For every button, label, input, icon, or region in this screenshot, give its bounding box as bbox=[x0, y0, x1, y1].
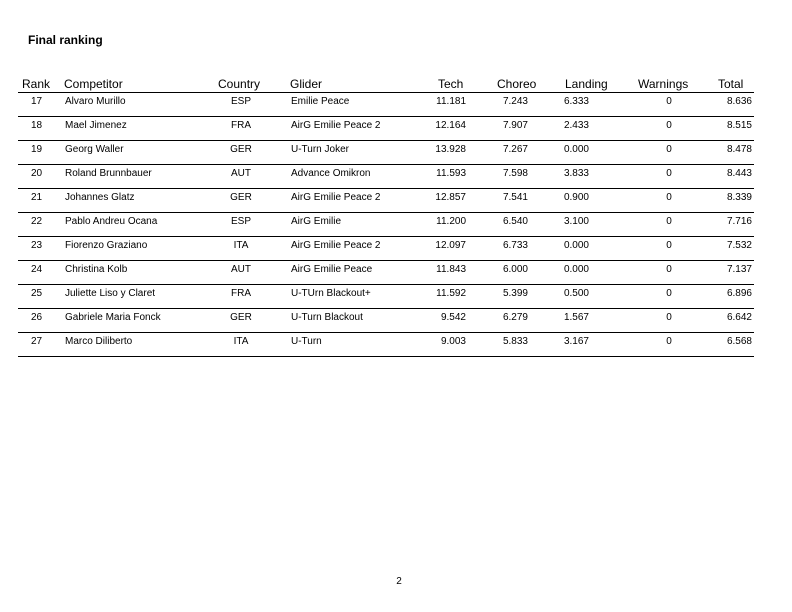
cell-warnings: 0 bbox=[666, 288, 672, 299]
column-header-total: Total bbox=[718, 77, 744, 91]
cell-country: AUT bbox=[231, 264, 251, 275]
cell-rank: 18 bbox=[30, 120, 43, 131]
cell-landing: 3.100 bbox=[563, 216, 589, 227]
cell-rank: 20 bbox=[30, 168, 43, 179]
cell-rank: 24 bbox=[30, 264, 43, 275]
cell-rank: 26 bbox=[30, 312, 43, 323]
cell-total: 8.636 bbox=[726, 96, 752, 107]
cell-country: GER bbox=[230, 192, 252, 203]
cell-warnings: 0 bbox=[666, 96, 672, 107]
cell-competitor: Gabriele Maria Fonck bbox=[65, 312, 161, 323]
cell-total: 6.568 bbox=[726, 336, 752, 347]
cell-total: 8.515 bbox=[726, 120, 752, 131]
cell-total: 8.443 bbox=[726, 168, 752, 179]
cell-competitor: Mael Jimenez bbox=[65, 120, 127, 131]
cell-total: 7.716 bbox=[726, 216, 752, 227]
cell-rank: 17 bbox=[30, 96, 43, 107]
cell-choreo: 5.399 bbox=[502, 288, 528, 299]
cell-glider: AirG Emilie Peace bbox=[291, 264, 373, 275]
cell-tech: 9.542 bbox=[440, 312, 466, 323]
cell-total: 8.339 bbox=[726, 192, 752, 203]
cell-competitor: Christina Kolb bbox=[65, 264, 128, 275]
cell-warnings: 0 bbox=[666, 192, 672, 203]
cell-landing: 0.000 bbox=[563, 264, 589, 275]
cell-landing: 0.000 bbox=[563, 240, 589, 251]
cell-country: ITA bbox=[233, 240, 249, 251]
cell-competitor: Johannes Glatz bbox=[65, 192, 135, 203]
cell-tech: 11.593 bbox=[436, 168, 466, 179]
cell-landing: 2.433 bbox=[563, 120, 589, 131]
cell-country: GER bbox=[230, 312, 252, 323]
cell-total: 7.532 bbox=[726, 240, 752, 251]
cell-country: ESP bbox=[230, 216, 251, 227]
cell-landing: 3.833 bbox=[563, 168, 589, 179]
table-row bbox=[18, 237, 754, 261]
page-title: Final ranking bbox=[28, 33, 103, 47]
cell-rank: 25 bbox=[30, 288, 43, 299]
cell-warnings: 0 bbox=[666, 120, 672, 131]
cell-rank: 27 bbox=[30, 336, 43, 347]
cell-choreo: 6.540 bbox=[502, 216, 528, 227]
cell-country: ITA bbox=[233, 336, 249, 347]
cell-choreo: 7.598 bbox=[502, 168, 528, 179]
cell-rank: 19 bbox=[30, 144, 43, 155]
cell-landing: 6.333 bbox=[563, 96, 589, 107]
column-header-competitor: Competitor bbox=[64, 77, 123, 91]
cell-glider: AirG Emilie Peace 2 bbox=[291, 240, 381, 251]
table-row bbox=[18, 117, 754, 141]
cell-competitor: Marco Diliberto bbox=[65, 336, 133, 347]
column-header-choreo: Choreo bbox=[497, 77, 537, 91]
cell-glider: AirG Emilie Peace 2 bbox=[291, 192, 381, 203]
cell-tech: 12.097 bbox=[435, 240, 466, 251]
cell-total: 6.896 bbox=[726, 288, 752, 299]
cell-choreo: 7.907 bbox=[502, 120, 528, 131]
cell-warnings: 0 bbox=[666, 312, 672, 323]
cell-landing: 1.567 bbox=[563, 312, 589, 323]
cell-rank: 23 bbox=[30, 240, 43, 251]
cell-choreo: 6.733 bbox=[502, 240, 528, 251]
cell-competitor: Georg Waller bbox=[65, 144, 124, 155]
table-header bbox=[18, 76, 754, 93]
ranking-table bbox=[18, 76, 754, 357]
column-header-landing: Landing bbox=[565, 77, 608, 91]
cell-country: AUT bbox=[231, 168, 251, 179]
table-row bbox=[18, 261, 754, 285]
cell-choreo: 6.000 bbox=[502, 264, 528, 275]
table-row bbox=[18, 333, 754, 357]
cell-glider: AirG Emilie Peace 2 bbox=[291, 120, 381, 131]
cell-tech: 11.181 bbox=[436, 96, 466, 107]
cell-total: 6.642 bbox=[726, 312, 752, 323]
cell-warnings: 0 bbox=[666, 336, 672, 347]
cell-tech: 13.928 bbox=[435, 144, 466, 155]
cell-glider: U-TUrn Blackout+ bbox=[291, 288, 371, 299]
cell-competitor: Fiorenzo Graziano bbox=[65, 240, 148, 251]
cell-competitor: Pablo Andreu Ocana bbox=[65, 216, 158, 227]
cell-glider: Emilie Peace bbox=[291, 96, 350, 107]
cell-choreo: 5.833 bbox=[502, 336, 528, 347]
cell-landing: 0.500 bbox=[563, 288, 589, 299]
cell-competitor: Alvaro Murillo bbox=[65, 96, 126, 107]
cell-tech: 12.164 bbox=[435, 120, 466, 131]
column-header-rank: Rank bbox=[22, 77, 51, 91]
cell-warnings: 0 bbox=[666, 144, 672, 155]
cell-landing: 3.167 bbox=[563, 336, 589, 347]
table-row bbox=[18, 309, 754, 333]
column-header-country: Country bbox=[218, 77, 261, 91]
cell-warnings: 0 bbox=[666, 216, 672, 227]
cell-glider: U-Turn bbox=[291, 336, 322, 347]
table-row bbox=[18, 93, 754, 117]
cell-competitor: Juliette Liso y Claret bbox=[65, 288, 156, 299]
column-header-tech: Tech bbox=[438, 77, 464, 91]
cell-competitor: Roland Brunnbauer bbox=[65, 168, 152, 179]
column-header-warnings: Warnings bbox=[638, 77, 689, 91]
table-row bbox=[18, 141, 754, 165]
cell-choreo: 6.279 bbox=[502, 312, 528, 323]
cell-rank: 21 bbox=[30, 192, 43, 203]
cell-total: 7.137 bbox=[726, 264, 752, 275]
cell-rank: 22 bbox=[30, 216, 43, 227]
cell-warnings: 0 bbox=[666, 168, 672, 179]
cell-warnings: 0 bbox=[666, 264, 672, 275]
cell-landing: 0.900 bbox=[563, 192, 589, 203]
cell-country: FRA bbox=[231, 288, 251, 299]
cell-country: FRA bbox=[231, 120, 251, 131]
cell-tech: 9.003 bbox=[440, 336, 466, 347]
cell-choreo: 7.243 bbox=[502, 96, 528, 107]
cell-landing: 0.000 bbox=[563, 144, 589, 155]
cell-country: ESP bbox=[230, 96, 251, 107]
table-row bbox=[18, 165, 754, 189]
cell-glider: AirG Emilie bbox=[291, 216, 342, 227]
cell-tech: 11.592 bbox=[436, 288, 466, 299]
cell-glider: Advance Omikron bbox=[291, 168, 371, 179]
cell-choreo: 7.267 bbox=[502, 144, 528, 155]
cell-country: GER bbox=[230, 144, 252, 155]
cell-warnings: 0 bbox=[666, 240, 672, 251]
cell-tech: 11.843 bbox=[436, 264, 466, 275]
cell-tech: 11.200 bbox=[436, 216, 466, 227]
table-row bbox=[18, 285, 754, 309]
page-number: 2 bbox=[396, 576, 402, 587]
cell-tech: 12.857 bbox=[435, 192, 466, 203]
table-row bbox=[18, 213, 754, 237]
table-body bbox=[18, 93, 754, 357]
table-row bbox=[18, 189, 754, 213]
cell-choreo: 7.541 bbox=[502, 192, 528, 203]
cell-total: 8.478 bbox=[726, 144, 752, 155]
column-header-glider: Glider bbox=[290, 77, 323, 91]
cell-glider: U-Turn Blackout bbox=[291, 312, 363, 323]
cell-glider: U-Turn Joker bbox=[291, 144, 349, 155]
